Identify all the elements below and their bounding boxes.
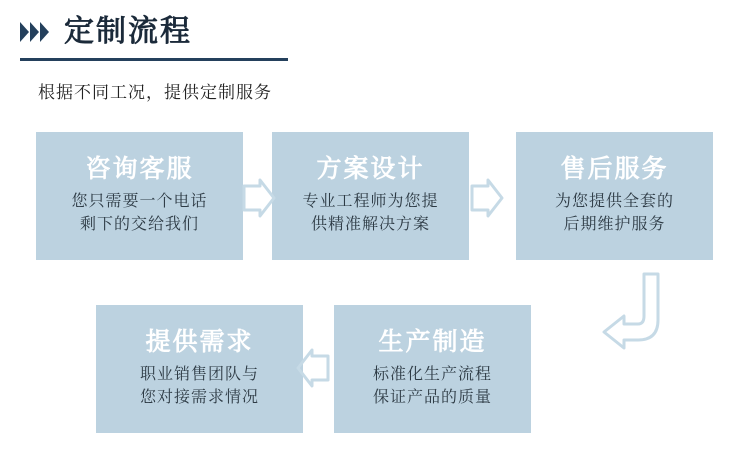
flow-step-line: 剩下的交给我们 [79,215,199,233]
flow-step-consult [36,132,243,260]
arrow-curve-down-left-icon [594,270,674,360]
page-header [18,12,308,58]
flow-step-title: 咨询客服 [85,155,194,184]
arrow-right-icon [242,178,276,218]
header-underline [20,58,288,61]
arrow-right-icon [470,178,504,218]
flow-step-line: 保证产品的质量 [372,388,492,406]
flow-step-line: 职业销售团队与 [139,365,259,383]
flow-step-title: 提供需求 [145,328,254,357]
flow-step-line: 您对接需求情况 [139,388,259,406]
flow-step-title: 生产制造 [378,328,487,357]
flow-step-design [272,132,469,260]
header-row [18,12,308,52]
flow-step-line: 为您提供全套的 [554,192,674,210]
flow-step-line: 供精准解决方案 [310,215,430,233]
double-chevron-right-icon [20,19,54,45]
flow-step-manufacture [334,305,531,433]
flow-step-title: 售后服务 [560,155,669,184]
page-title: 定制流程 [64,15,192,48]
flow-step-line: 您只需要一个电话 [71,192,208,210]
page-subtitle: 根据不同工况，提供定制服务 [38,83,272,102]
flow-step-line: 标准化生产流程 [372,365,492,383]
flow-step-line: 后期维护服务 [563,215,666,233]
flow-step-title: 方案设计 [316,155,425,184]
flow-step-after-sales [516,132,713,260]
flow-step-line: 专业工程师为您提 [302,192,439,210]
arrow-left-icon [296,348,330,388]
flow-step-requirement [96,305,303,433]
